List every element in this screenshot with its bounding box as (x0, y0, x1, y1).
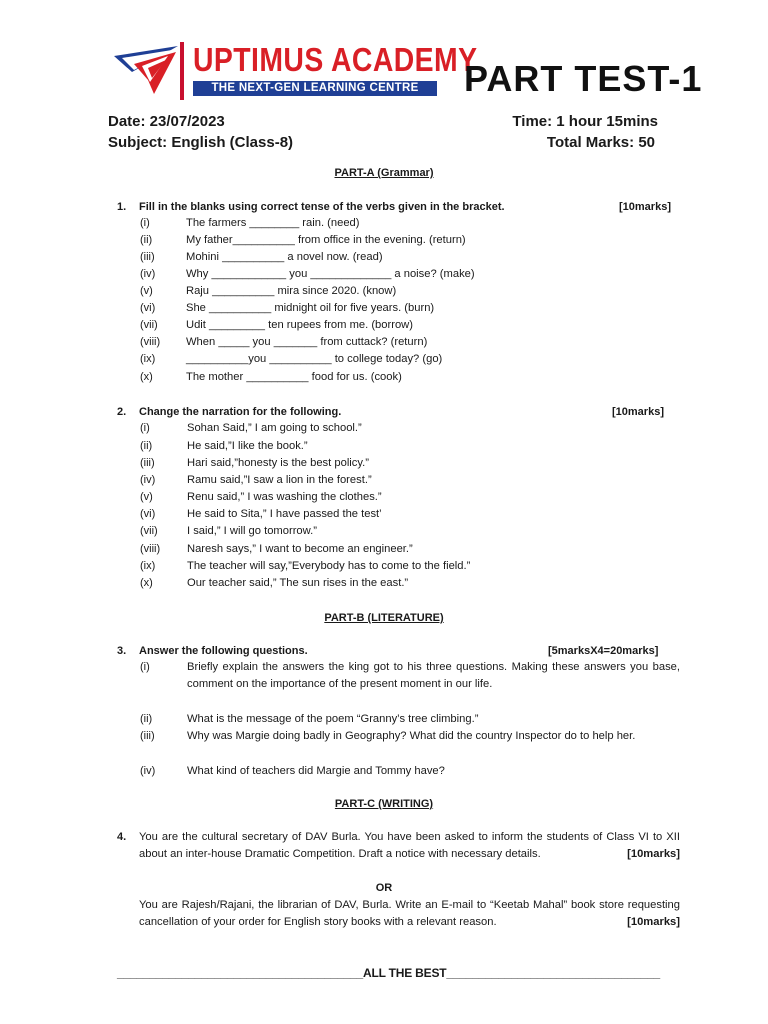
item-text: Why was Margie doing badly in Geography? What did the country Inspector do to help her. (187, 730, 636, 742)
item-roman: (iv) (140, 765, 156, 777)
logo-divider (180, 42, 184, 100)
exam-date: Date: 23/07/2023 (108, 113, 225, 130)
test-title: PART TEST-1 (464, 58, 703, 99)
item-roman: (v) (140, 491, 153, 503)
question-number: 2. (117, 406, 127, 418)
exam-subject: Subject: English (Class-8) (108, 134, 294, 151)
item-text: What kind of teachers did Margie and Tommy have? (187, 765, 445, 777)
item-text: I said,” I will go tomorrow.” (187, 525, 317, 537)
part-a-heading: PART-A (Grammar) (334, 167, 434, 179)
exam-total-marks: Total Marks: 50 (546, 134, 655, 151)
exam-time: Time: 1 hour 15mins (512, 113, 658, 130)
question-marks: [5marksX4=20marks] (548, 645, 659, 657)
item-text: He said to Sita,” I have passed the test’ (187, 508, 382, 520)
question-marks: [10marks] (627, 848, 680, 860)
item-text: She __________ midnight oil for five years. (burn) (186, 302, 435, 314)
item-text: What is the message of the poem “Granny’s tree climbing.” (187, 713, 479, 725)
question-4-option-b (139, 897, 680, 931)
item-text: The teacher will say,”Everybody has to come to the field.” (187, 560, 471, 572)
item-text: Raju __________ mira since 2020. (know) (186, 285, 397, 297)
option-a-text: You are the cultural secretary of DAV Burla. You have been asked to inform the students of Class VI to XII about an inter-house Dramatic Competition. Draft a notice with necessary details. (139, 831, 680, 860)
item-text: __________you __________ to college today? (go) (186, 353, 443, 365)
item-roman: (i) (140, 661, 150, 673)
question-text: Change the narration for the following. (139, 406, 342, 418)
question-marks: [10marks] (619, 201, 671, 213)
item-text: Renu said,” I was washing the clothes.” (187, 491, 382, 503)
item-roman: (ii) (140, 713, 153, 725)
item-roman: (iv) (140, 474, 156, 486)
item-roman: (viii) (140, 336, 161, 348)
brand-tagline: THE NEXT-GEN LEARNING CENTRE (193, 81, 437, 96)
item-roman: (ii) (140, 440, 153, 452)
item-roman: (x) (140, 577, 153, 589)
item-roman: (ix) (140, 560, 156, 572)
option-b-text: You are Rajesh/Rajani, the librarian of DAV, Burla. Write an E-mail to “Keetab Mahal” book store requesting cancellation of your order for English story books with a relevant reason. (139, 899, 680, 928)
item-text: Hari said,”honesty is the best policy.” (187, 457, 369, 469)
item-roman: (v) (140, 285, 153, 297)
item-text: He said,”I like the book.” (187, 440, 308, 452)
item-text: Mohini __________ a novel now. (read) (186, 251, 383, 263)
or-separator: OR (375, 882, 393, 894)
item-text: Naresh says,” I want to become an engineer.” (187, 543, 413, 555)
academy-logo-icon (112, 42, 184, 100)
item-text: Why ____________ you _____________ a noise? (make) (186, 268, 475, 280)
item-roman: (iii) (140, 251, 155, 263)
item-roman: (vii) (140, 319, 158, 331)
brand-block (193, 41, 478, 96)
item-roman: (vii) (140, 525, 158, 537)
item-text: Sohan Said,” I am going to school.” (187, 422, 362, 434)
item-roman: (ix) (140, 353, 156, 365)
item-text: Udit _________ ten rupees from me. (borrow) (186, 319, 413, 331)
item-text: The mother __________ food for us. (cook) (186, 371, 402, 383)
item-text: Ramu said,”I saw a lion in the forest.” (187, 474, 372, 486)
question-text: Fill in the blanks using correct tense of the verbs given in the bracket. (139, 201, 505, 213)
item-roman: (viii) (140, 543, 161, 555)
question-number: 4. (117, 831, 127, 843)
question-marks: [10marks] (627, 916, 680, 928)
item-roman: (iv) (140, 268, 156, 280)
item-text: When _____ you _______ from cuttack? (return) (186, 336, 428, 348)
item-text: The farmers ________ rain. (need) (186, 217, 360, 229)
item-roman: (iii) (140, 457, 155, 469)
item-text: My father__________ from office in the evening. (return) (186, 234, 466, 246)
question-number: 1. (117, 201, 127, 213)
question-text: Answer the following questions. (139, 645, 308, 657)
part-b-heading: PART-B (LITERATURE) (324, 612, 444, 624)
item-roman: (vi) (140, 302, 156, 314)
item-text: Our teacher said,” The sun rises in the east.” (187, 577, 409, 589)
item-roman: (i) (140, 217, 150, 229)
part-c-heading: PART-C (WRITING) (334, 798, 434, 810)
item-roman: (iii) (140, 730, 155, 742)
footer-all-the-best: ______________________________________ALL THE BEST_________________________________ (117, 966, 661, 980)
item-text: Briefly explain the answers the king got to his three questions. Making these answers you base, comment on the importance of the present moment in our life. (187, 661, 684, 690)
question-number: 3. (117, 645, 127, 657)
brand-name: UPTIMUS ACADEMY (193, 41, 478, 78)
item-roman: (vi) (140, 508, 156, 520)
item-roman: (ii) (140, 234, 153, 246)
question-marks: [10marks] (612, 406, 664, 418)
item-roman: (i) (140, 422, 150, 434)
question-4-option-a (139, 829, 680, 863)
item-roman: (x) (140, 371, 153, 383)
